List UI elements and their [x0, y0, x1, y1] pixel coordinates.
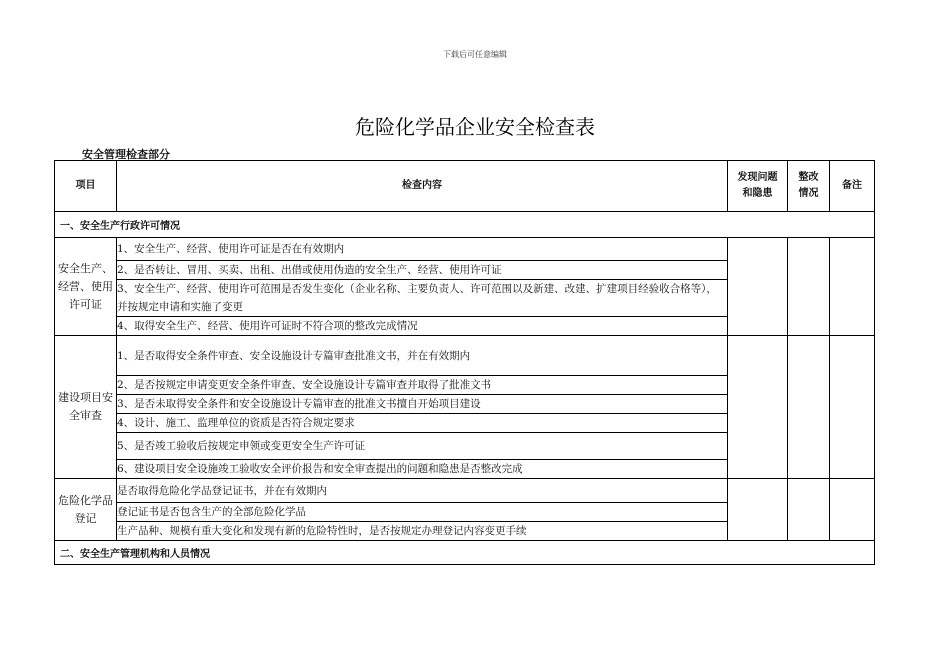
col-remarks-header: 备注	[830, 161, 875, 212]
check-item: 登记证书是否包含生产的全部危险化学品	[117, 503, 728, 522]
rectify-cell	[788, 479, 830, 541]
col-rectify-label: 整改情况	[798, 172, 819, 199]
section-row	[55, 212, 875, 238]
check-item: 是否取得危险化学品登记证书，并在有效期内	[117, 479, 728, 503]
header-row	[55, 161, 875, 212]
group-name: 危险化学品登记	[55, 479, 117, 541]
remarks-cell	[830, 479, 875, 541]
table-row	[55, 238, 875, 261]
check-item: 2、是否转让、冒用、买卖、出租、出借或使用伪造的安全生产、经营、使用许可证	[117, 261, 728, 280]
table-row	[55, 479, 875, 503]
check-item: 1、是否取得安全条件审查、安全设施设计专篇审查批准文书，并在有效期内	[117, 336, 728, 376]
check-item: 2、是否按规定申请变更安全条件审查、安全设施设计专篇审查并取得了批准文书	[117, 376, 728, 395]
col-findings-label: 发现问题和隐患	[737, 172, 778, 199]
header-note: 下载后可任意编辑	[443, 50, 507, 59]
group-name: 安全生产、经营、使用许可证	[55, 238, 117, 336]
col-findings-header	[728, 161, 788, 212]
remarks-cell	[830, 238, 875, 336]
document-title: 危险化学品企业安全检查表	[355, 115, 595, 139]
rectify-cell	[788, 336, 830, 479]
check-item: 3、安全生产、经营、使用许可范围是否发生变化（企业名称、主要负责人、许可范围以及新建、改建、扩建项目经验收合格等），并按规定申请和实施了变更	[117, 280, 728, 317]
inspection-table	[54, 160, 875, 565]
section-title: 一、安全生产行政许可情况	[55, 212, 875, 238]
check-item: 4、取得安全生产、经营、使用许可证时不符合项的整改完成情况	[117, 317, 728, 336]
group-name: 建设项目安全审查	[55, 336, 117, 479]
section-title: 二、安全生产管理机构和人员情况	[55, 541, 875, 565]
col-content-header: 检查内容	[117, 161, 728, 212]
section-row	[55, 541, 875, 565]
check-item: 1、安全生产、经营、使用许可证是否在有效期内	[117, 238, 728, 261]
check-item: 5、是否竣工验收后按规定申领或变更安全生产许可证	[117, 433, 728, 460]
col-project-header: 项目	[55, 161, 117, 212]
check-item: 6、建设项目安全设施竣工验收安全评价报告和安全审查提出的问题和隐患是否整改完成	[117, 460, 728, 479]
col-rectify-header	[788, 161, 830, 212]
findings-cell	[728, 336, 788, 479]
findings-cell	[728, 479, 788, 541]
check-item: 4、设计、施工、监理单位的资质是否符合规定要求	[117, 414, 728, 433]
findings-cell	[728, 238, 788, 336]
document-subtitle: 安全管理检查部分	[82, 148, 170, 161]
table-row	[55, 336, 875, 376]
rectify-cell	[788, 238, 830, 336]
check-item: 生产品种、规模有重大变化和发现有新的危险特性时，是否按规定办理登记内容变更手续	[117, 522, 728, 541]
remarks-cell	[830, 336, 875, 479]
check-item: 3、是否未取得安全条件和安全设施设计专篇审查的批准文书擅自开始项目建设	[117, 395, 728, 414]
